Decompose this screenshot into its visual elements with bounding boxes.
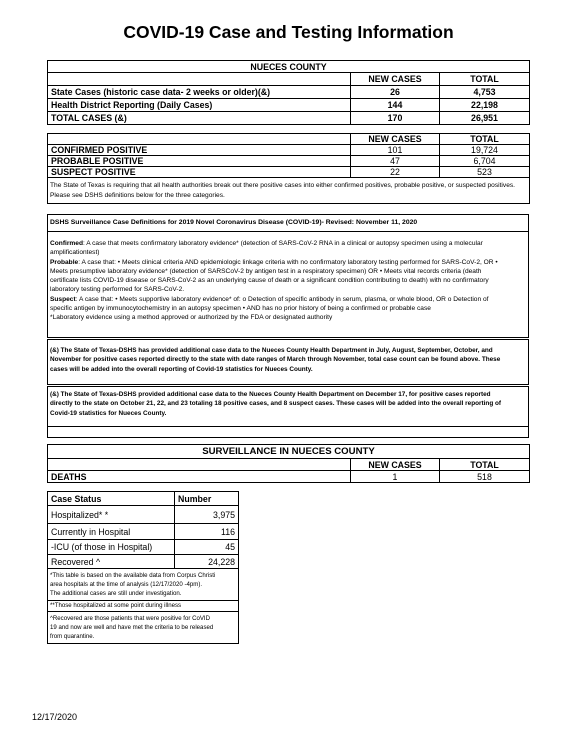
deaths-label: DEATHS xyxy=(48,471,351,483)
county-header: NUECES COUNTY xyxy=(48,61,530,73)
probable-label: Probable xyxy=(50,258,79,266)
definitions-title: DSHS Surveillance Case Definitions for 2019 Novel Coronavirus Disease (COVID-19)- Revised: November 11, 2020 xyxy=(48,215,528,232)
definitions-box xyxy=(47,214,529,338)
surveillance-header: SURVEILLANCE IN NUECES COUNTY xyxy=(48,445,530,459)
table-row: SUSPECT POSITIVE 22 523 xyxy=(48,167,530,178)
table-row: DEATHS 1 518 xyxy=(48,471,530,483)
empty-cell xyxy=(48,134,351,145)
table-row: State Cases (historic case data- 2 weeks or older)(&) 26 4,753 xyxy=(48,86,530,99)
table-row: Recovered ^ 24,228 xyxy=(48,555,239,569)
status-note-3: ^Recovered are those patients that were positive for CoVID 19 and now are well and have met the criteria to be released from quarantine. xyxy=(48,612,239,644)
status-note-2: **Those hospitalized at some point during illness xyxy=(48,601,239,612)
classification-note: The State of Texas is requiring that all health authorities break out there positive cases into either confirmed positives, probable positive, or suspected positives. Please see DSHS definitions below for the three categories. xyxy=(48,178,530,204)
table-row: TOTAL CASES (&) 170 26,951 xyxy=(48,112,530,125)
table-row: Health District Reporting (Daily Cases) 144 22,198 xyxy=(48,99,530,112)
state-data-note-1: (&) The State of Texas-DSHS has provided additional case data to the Nueces County Health Department in July, August, September, October, and November for positive cases reported directly to the state with date ranges of March through November, total case count can be found above. These cases will be added into the overall reporting of Covid-19 statistics for Nueces County. xyxy=(47,339,529,385)
report-date: 12/17/2020 xyxy=(32,712,78,722)
col-number: Number xyxy=(175,492,239,506)
col-total: TOTAL xyxy=(440,73,530,86)
col-total: TOTAL xyxy=(440,134,530,145)
col-new-cases: NEW CASES xyxy=(351,459,440,471)
col-case-status: Case Status xyxy=(48,492,175,506)
county-cases-table xyxy=(47,60,530,125)
case-status-table xyxy=(47,491,239,644)
definitions-footnote: *Laboratory evidence using a method approved or authorized by the FDA or designated authority xyxy=(50,314,333,322)
page-title: COVID-19 Case and Testing Information xyxy=(123,22,454,42)
confirmed-label: Confirmed xyxy=(50,240,83,247)
definitions-body: Confirmed: A case that meets confirmatory laboratory evidence* (detection of SARS-CoV-2 RNA in a clinical or autopsy specimen using a molecular amplificationtest) Probable: A case that: • Meets clinical criteria AND epidemiologic linkage criteria with no confirmatory laboratory testing performed for SARS-CoV-2, OR • Meets presumptive laboratory evidence* (detection of SARSCoV-2 by antigen test in a respiratory specimen) OR • Meets vital records criteria (death certificate lists COVID-19 disease or SARS-CoV-2 as an underlying cause of death or a significant condition contributing to death) with no confirmatory laboratory testing performed for SARS-CoV-2. Suspect: A case that: • Meets supportive laboratory evidence* of: o Detection of specific antibody in serum, plasma, or whole blood, OR o Detection of specific antigen by immunocytochemistry in an autopsy specimen • AND has no prior history of being a confirmed or probable case *Laboratory evidence using a method approved or authorized by the FDA or designated authority xyxy=(48,232,528,323)
surveillance-table xyxy=(47,444,530,483)
empty-cell xyxy=(48,73,351,86)
suspect-label: Suspect xyxy=(50,295,76,303)
empty-cell xyxy=(48,459,351,471)
classification-table xyxy=(47,133,530,204)
table-row: PROBABLE POSITIVE 47 6,704 xyxy=(48,156,530,167)
col-total: TOTAL xyxy=(440,459,530,471)
state-data-note-2: (&) The State of Texas-DSHS provided additional case data to the Nueces County Health Department on December 17, for positive cases reported directly to the state on October 21, 22, and 23 totaling 18 positive cases, and 8 suspect cases. These cases will be added into the overall reporting of Covid-19 statistics for Nueces County. xyxy=(47,386,529,438)
table-row: -ICU (of those in Hospital) 45 xyxy=(48,540,239,555)
status-note-1: *This table is based on the available data from Corpus Christi area hospitals at the time of analysis (12/17/2020 -4pm). The additional cases are still under investigation. xyxy=(48,569,239,601)
table-row: Currently in Hospital 116 xyxy=(48,524,239,540)
col-new-cases: NEW CASES xyxy=(351,73,440,86)
col-new-cases: NEW CASES xyxy=(351,134,440,145)
table-row: CONFIRMED POSITIVE 101 19,724 xyxy=(48,145,530,156)
table-row: Hospitalized* * 3,975 xyxy=(48,506,239,524)
